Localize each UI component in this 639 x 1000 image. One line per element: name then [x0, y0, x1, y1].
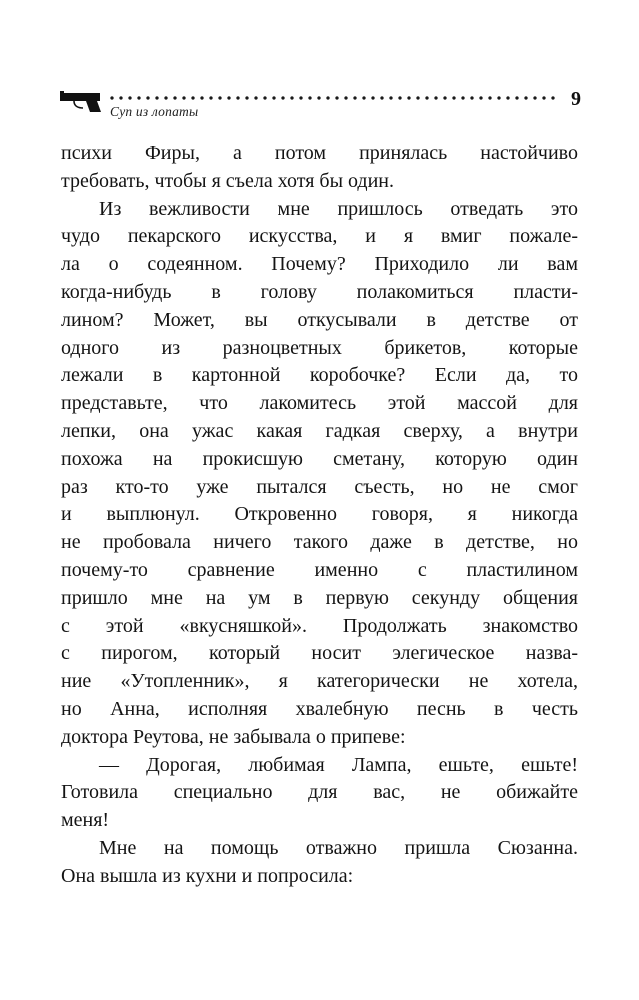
text-line: Она вышла из кухни и попросила: — [61, 864, 354, 887]
text-line: психи Фиры, а потом принялась настойчиво — [61, 142, 578, 164]
text-line: ние «Утопленник», я категорически не хотела, — [61, 670, 578, 693]
page-header — [60, 88, 581, 120]
dotted-rule — [110, 95, 557, 101]
text-line: лином? Может, вы откусывали в детстве от — [61, 308, 578, 331]
text-line: Из вежливости мне пришлось отведать это — [99, 197, 578, 220]
text-line: представьте, что лакомитесь этой массой для — [61, 392, 578, 415]
text-line: одного из разноцветных брикетов, которые — [61, 336, 578, 359]
text-line: похожа на прокисшую сметану, которую один — [61, 447, 578, 470]
text-line: и выплюнул. Откровенно говоря, я никогда — [61, 503, 578, 526]
text-line: лежали в картонной коробочке? Если да, то — [61, 364, 578, 387]
text-line: требовать, чтобы я съела хотя бы один. — [61, 169, 395, 192]
text-line: меня! — [61, 809, 110, 832]
text-line: Готовила специально для вас, не обижайте — [61, 781, 578, 804]
text-line: почему-то сравнение именно с пластилином — [61, 558, 578, 581]
pistol-icon — [60, 89, 102, 113]
text-line: доктора Реутова, не забывала о припеве: — [61, 725, 406, 748]
page-number: 9 — [571, 88, 581, 110]
text-line: не пробовала ничего такого даже в детстве, но — [61, 531, 578, 554]
text-line: ла о содеянном. Почему? Приходило ли вам — [61, 253, 578, 276]
text-line: раз кто-то уже пытался съесть, но не смог — [61, 475, 578, 498]
running-title: Суп из лопаты — [110, 104, 199, 119]
text-line: лепки, она ужас какая гадкая сверху, а внутри — [61, 419, 578, 442]
text-line: пришло мне на ум в первую секунду общения — [61, 586, 578, 609]
text-line: чудо пекарского искусства, и я вмиг пожале- — [61, 225, 578, 248]
text-line: — Дорогая, любимая Лампа, ешьте, ешьте! — [99, 753, 578, 776]
header-middle — [110, 88, 571, 120]
body-text — [61, 140, 578, 891]
text-line: с этой «вкусняшкой». Продолжать знакомство — [61, 614, 578, 637]
text-line: с пирогом, который носит элегическое назва- — [61, 642, 578, 665]
text-line: Мне на помощь отважно пришла Сюзанна. — [99, 836, 578, 859]
text-line: но Анна, исполняя хвалебную песнь в честь — [61, 697, 578, 720]
text-line: когда-нибудь в голову полакомиться пласти- — [61, 280, 578, 303]
